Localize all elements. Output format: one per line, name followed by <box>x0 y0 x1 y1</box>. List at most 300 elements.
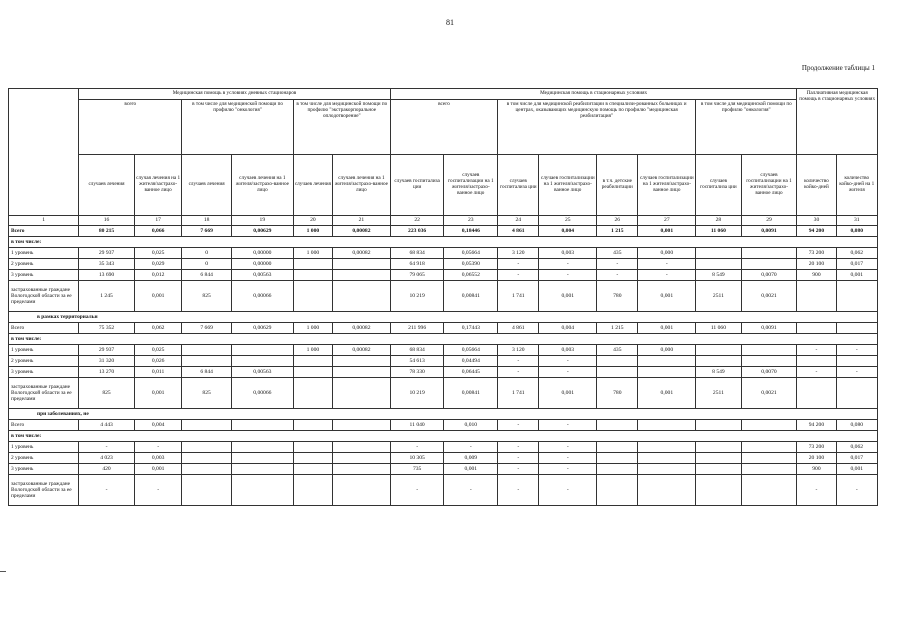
row-label: застрахованные граждане Вологодской области за ее пределами <box>9 281 79 312</box>
table-cell <box>333 453 391 464</box>
table-cell: 0,001 <box>444 464 498 475</box>
table-cell: 735 <box>390 464 444 475</box>
table-row <box>9 334 878 345</box>
column-number: 20 <box>293 216 332 226</box>
table-cell <box>638 464 696 475</box>
table-cell <box>597 367 638 378</box>
table-cell: 0,017 <box>836 259 877 270</box>
table-cell: 0,00563 <box>231 367 293 378</box>
table-cell: 0,062 <box>836 442 877 453</box>
table-cell: 68 834 <box>390 345 444 356</box>
table-cell <box>231 475 293 506</box>
table-cell: 0,001 <box>539 281 597 312</box>
table-cell <box>741 475 797 506</box>
table-cell: 825 <box>79 378 135 409</box>
table-row <box>9 323 878 334</box>
table-cell <box>741 259 797 270</box>
table-cell <box>836 281 877 312</box>
table-cell: 0,00082 <box>333 248 391 259</box>
table-row <box>9 409 878 420</box>
table-cell: - <box>498 442 539 453</box>
row-label: в рамках территориальн <box>9 312 878 323</box>
table-row <box>9 237 878 248</box>
table-cell <box>741 356 797 367</box>
table-cell <box>741 464 797 475</box>
table-cell <box>293 442 332 453</box>
row-label: Всего <box>9 226 79 237</box>
table-cell: 0,012 <box>134 270 181 281</box>
table-cell: 13 690 <box>79 270 135 281</box>
table-cell <box>293 281 332 312</box>
column-number: 27 <box>638 216 696 226</box>
table-cell <box>333 464 391 475</box>
leaf-header: случаев лечения на 1 жителя/застрахо-ванное лицо <box>333 155 391 216</box>
table-cell: - <box>539 356 597 367</box>
table-cell <box>597 453 638 464</box>
table-cell: - <box>498 453 539 464</box>
table-cell: - <box>79 475 135 506</box>
table-cell <box>231 356 293 367</box>
table-cell <box>182 453 232 464</box>
table-cell: 0,00629 <box>231 323 293 334</box>
row-label: в том числе: <box>9 237 878 248</box>
table-cell: 10 219 <box>390 281 444 312</box>
row-label: Всего <box>9 323 79 334</box>
table-cell: 7 669 <box>182 323 232 334</box>
table-cell: - <box>597 259 638 270</box>
table-cell <box>696 420 741 431</box>
column-number: 29 <box>741 216 797 226</box>
table-cell: 11 060 <box>696 323 741 334</box>
table-cell: 35 343 <box>79 259 135 270</box>
column-number: 16 <box>79 216 135 226</box>
table-cell: 54 613 <box>390 356 444 367</box>
table-cell: 900 <box>797 464 836 475</box>
table-cell <box>231 464 293 475</box>
table-cell <box>231 442 293 453</box>
table-cell: - <box>539 442 597 453</box>
leaf-header: количество койко-дней на 1 жителя <box>836 155 877 216</box>
table-cell: - <box>539 270 597 281</box>
column-number: 18 <box>182 216 232 226</box>
table-cell <box>182 475 232 506</box>
table-cell: 73 200 <box>797 442 836 453</box>
table-cell <box>638 475 696 506</box>
table-row <box>9 475 878 506</box>
row-label: застрахованные граждане Вологодской области за ее пределами <box>9 378 79 409</box>
table-cell: 8 549 <box>696 367 741 378</box>
column-number: 22 <box>390 216 444 226</box>
table-cell: 0,001 <box>638 323 696 334</box>
column-number: 25 <box>539 216 597 226</box>
table-cell: 0,05664 <box>444 345 498 356</box>
table-cell: 0,001 <box>836 270 877 281</box>
table-cell: 0,026 <box>134 356 181 367</box>
table-cell: 0,0091 <box>741 323 797 334</box>
table-cell: 0,00629 <box>231 226 293 237</box>
table-cell: - <box>539 367 597 378</box>
table-row <box>9 248 878 259</box>
data-table <box>8 88 878 506</box>
table-cell: 0,000 <box>638 248 696 259</box>
table-cell: 0,003 <box>539 345 597 356</box>
table-cell <box>333 475 391 506</box>
table-cell <box>638 453 696 464</box>
table-cell <box>696 442 741 453</box>
leaf-header: случаев лечения <box>182 155 232 216</box>
table-cell: 1 215 <box>597 323 638 334</box>
table-cell: 0,010 <box>444 420 498 431</box>
table-cell: - <box>836 475 877 506</box>
leaf-header: случаев госпитализации на 1 жителя/застрахо-ванное лицо <box>638 155 696 216</box>
table-cell <box>638 367 696 378</box>
table-cell <box>293 475 332 506</box>
column-number: 31 <box>836 216 877 226</box>
table-cell: 3 120 <box>498 345 539 356</box>
table-cell <box>696 356 741 367</box>
column-number: 19 <box>231 216 293 226</box>
leaf-header: случая лечения на 1 жителя/застрахо-ванное лицо <box>134 155 181 216</box>
table-row <box>9 453 878 464</box>
table-cell <box>597 464 638 475</box>
leaf-header: случаев госпитализа ции <box>390 155 444 216</box>
table-cell: - <box>638 259 696 270</box>
table-cell: - <box>498 356 539 367</box>
table-cell: 20 100 <box>797 259 836 270</box>
table-cell: 0,001 <box>638 226 696 237</box>
row-label: 2 уровень <box>9 259 79 270</box>
table-cell: 68 834 <box>390 248 444 259</box>
table-cell: 0,025 <box>134 345 181 356</box>
leaf-header: случаев госпитализа ции <box>498 155 539 216</box>
table-cell <box>741 248 797 259</box>
table-cell: 0,00066 <box>231 281 293 312</box>
inp-total-header: всего <box>390 100 497 155</box>
row-label: в том числе: <box>9 431 878 442</box>
table-cell <box>333 281 391 312</box>
leaf-header: случаев госпитализации на 1 жителя/застрахо-ванное лицо <box>539 155 597 216</box>
table-cell: 1 741 <box>498 378 539 409</box>
table-cell: 94 200 <box>797 226 836 237</box>
continuation-caption: Продолжение таблицы 1 <box>801 64 875 72</box>
table-cell: 0,000 <box>638 345 696 356</box>
table-cell: 64 918 <box>390 259 444 270</box>
table-cell <box>836 356 877 367</box>
table-cell <box>293 356 332 367</box>
table-cell: 0,004 <box>134 420 181 431</box>
table-row <box>9 270 878 281</box>
table-cell: 0,062 <box>836 248 877 259</box>
table-cell: 0,0021 <box>741 378 797 409</box>
table-cell <box>696 345 741 356</box>
table-cell <box>741 420 797 431</box>
table-cell <box>797 281 836 312</box>
table-cell: - <box>797 475 836 506</box>
day-ivf-header: в том числе для медицинской помощи по профилю "экстракорпоральное оплодотворение" <box>293 100 390 155</box>
table-cell <box>182 442 232 453</box>
table-cell: 0,001 <box>638 281 696 312</box>
table-cell: 0,0070 <box>741 270 797 281</box>
table-cell: 0,003 <box>134 453 181 464</box>
table-cell: 2511 <box>696 378 741 409</box>
table-cell: 0,025 <box>134 248 181 259</box>
leaf-header: случаев лечения <box>79 155 135 216</box>
table-cell: 0,009 <box>444 453 498 464</box>
table-cell: 0,17443 <box>444 323 498 334</box>
table-cell <box>696 248 741 259</box>
table-row <box>9 378 878 409</box>
row-label: в том числе: <box>9 334 878 345</box>
table-cell: 1 000 <box>293 248 332 259</box>
table-cell: 4 861 <box>498 323 539 334</box>
table-cell: - <box>498 270 539 281</box>
table-row <box>9 281 878 312</box>
table-cell: - <box>638 270 696 281</box>
table-cell <box>293 378 332 409</box>
table-cell: - <box>836 367 877 378</box>
table-body <box>9 226 878 506</box>
table-cell <box>293 453 332 464</box>
table-cell: 1 000 <box>293 345 332 356</box>
group-day-hospital: Медицинская помощь в условиях дневных стационаров <box>79 89 391 100</box>
table-cell: 0,080 <box>836 420 877 431</box>
row-label: 1 уровень <box>9 345 79 356</box>
table-cell: 4 023 <box>79 453 135 464</box>
table-cell: - <box>797 367 836 378</box>
table-cell: 0,00563 <box>231 270 293 281</box>
table-cell <box>741 345 797 356</box>
table-cell: 75 352 <box>79 323 135 334</box>
row-label: 3 уровень <box>9 464 79 475</box>
table-cell: 4 861 <box>498 226 539 237</box>
table-cell: 0,05664 <box>444 248 498 259</box>
table-cell <box>182 356 232 367</box>
table-cell: 0,00082 <box>333 323 391 334</box>
table-cell <box>836 378 877 409</box>
table-cell <box>333 420 391 431</box>
table-row <box>9 464 878 475</box>
table-cell <box>638 442 696 453</box>
table-cell: 1 741 <box>498 281 539 312</box>
table-cell: 0,00066 <box>231 378 293 409</box>
table-cell: 8 549 <box>696 270 741 281</box>
table-cell: 1 000 <box>293 226 332 237</box>
row-label: 3 уровень <box>9 367 79 378</box>
table-cell: 11 040 <box>390 420 444 431</box>
table-cell: 0,029 <box>134 259 181 270</box>
table-cell <box>597 442 638 453</box>
table-cell: - <box>444 475 498 506</box>
table-row <box>9 442 878 453</box>
table-cell: 435 <box>597 345 638 356</box>
table-cell: - <box>134 475 181 506</box>
page-number: 81 <box>446 18 454 27</box>
table-cell <box>333 378 391 409</box>
table-cell: 1 215 <box>597 226 638 237</box>
leaf-header: случаев лечения на 1 жителя/застрахо-ванное лицо <box>231 155 293 216</box>
leaf-header: случаев госпитализации на 1 жителя/застрахо-ванное лицо <box>741 155 797 216</box>
table-cell <box>696 464 741 475</box>
inp-oncology-header: в том числе для медицинской помощи по профилю "онкология" <box>696 100 797 155</box>
column-number: 21 <box>333 216 391 226</box>
column-number: 28 <box>696 216 741 226</box>
table-cell: 0,017 <box>836 453 877 464</box>
table-cell <box>182 420 232 431</box>
row-label: 1 уровень <box>9 442 79 453</box>
table-cell <box>293 270 332 281</box>
table-cell: - <box>836 345 877 356</box>
table-cell: 780 <box>597 281 638 312</box>
table-cell <box>597 356 638 367</box>
table-cell: 29 937 <box>79 248 135 259</box>
table-cell: 0,001 <box>134 464 181 475</box>
table-cell: 0,0021 <box>741 281 797 312</box>
table-cell <box>696 259 741 270</box>
table-cell: - <box>390 442 444 453</box>
group-palliative: Паллиативная медицинская помощь в стационарных условиях <box>797 89 878 155</box>
table-cell: 0,00841 <box>444 378 498 409</box>
table-row <box>9 312 878 323</box>
table-cell <box>741 442 797 453</box>
table-cell: 0,080 <box>836 226 877 237</box>
table-cell: 73 200 <box>797 248 836 259</box>
table-cell: 0,001 <box>638 378 696 409</box>
table-cell <box>293 464 332 475</box>
inp-rehab-header: в том числе для медицинской реабилитации в специализи-рованных больницах и центрах, оказывающих медицинскую помощь по профилю "медицинская реабилитация" <box>498 100 696 155</box>
table-cell: - <box>79 442 135 453</box>
table-cell: - <box>539 259 597 270</box>
column-number: 24 <box>498 216 539 226</box>
table-cell: 29 937 <box>79 345 135 356</box>
table-cell: - <box>498 464 539 475</box>
table-cell: 10 219 <box>390 378 444 409</box>
table-cell <box>836 323 877 334</box>
table-cell <box>638 420 696 431</box>
table-cell <box>231 420 293 431</box>
table-cell: 1 245 <box>79 281 135 312</box>
table-cell: 780 <box>597 378 638 409</box>
table-cell: 0 <box>182 259 232 270</box>
column-number: 1 <box>9 216 79 226</box>
table-cell <box>293 367 332 378</box>
table-cell: - <box>797 345 836 356</box>
table-cell: 0,004 <box>539 226 597 237</box>
table-cell: 825 <box>182 378 232 409</box>
table-row <box>9 345 878 356</box>
table-cell: 13 270 <box>79 367 135 378</box>
table-cell <box>293 259 332 270</box>
table-cell: 420 <box>79 464 135 475</box>
column-number: 23 <box>444 216 498 226</box>
table-cell: - <box>134 442 181 453</box>
column-number: 30 <box>797 216 836 226</box>
table-cell: - <box>539 420 597 431</box>
table-cell: - <box>498 367 539 378</box>
table-cell: 0,05390 <box>444 259 498 270</box>
table-cell: 0,06445 <box>444 367 498 378</box>
table-cell <box>797 356 836 367</box>
table-cell: 0,001 <box>134 281 181 312</box>
table-cell: 2511 <box>696 281 741 312</box>
leaf-header: в т.ч. детские реабилитации <box>597 155 638 216</box>
table-cell <box>333 367 391 378</box>
table-cell: - <box>498 259 539 270</box>
table-cell <box>231 345 293 356</box>
table-row <box>9 431 878 442</box>
table-cell: 0,003 <box>539 248 597 259</box>
table-cell: 0 <box>182 248 232 259</box>
table-cell <box>741 453 797 464</box>
table-cell: - <box>539 453 597 464</box>
table-cell: 0,00000 <box>231 259 293 270</box>
leaf-header: случаев госпитализации на 1 жителя/застрахо-ванное лицо <box>444 155 498 216</box>
table-cell: 20 100 <box>797 453 836 464</box>
table-cell: 0,00082 <box>333 226 391 237</box>
table-cell <box>638 356 696 367</box>
table-cell: 0,0091 <box>741 226 797 237</box>
table-row <box>9 356 878 367</box>
table-cell <box>182 464 232 475</box>
table-cell: 211 996 <box>390 323 444 334</box>
table-row <box>9 226 878 237</box>
table-cell <box>797 323 836 334</box>
table-cell <box>797 378 836 409</box>
table-cell <box>696 453 741 464</box>
table-cell: 900 <box>797 270 836 281</box>
table-cell <box>231 453 293 464</box>
leaf-header: случаев госпитализа ции <box>696 155 741 216</box>
table-cell <box>597 420 638 431</box>
row-label: 2 уровень <box>9 453 79 464</box>
row-label: 3 уровень <box>9 270 79 281</box>
row-label-header <box>9 89 79 216</box>
table-cell: 0,001 <box>134 378 181 409</box>
table-row <box>9 259 878 270</box>
table-cell: - <box>498 420 539 431</box>
table-cell: - <box>444 442 498 453</box>
table-cell: 31 320 <box>79 356 135 367</box>
row-label: 2 уровень <box>9 356 79 367</box>
table-row <box>9 420 878 431</box>
group-inpatient: Медицинская помощь в стационарных условиях <box>390 89 797 100</box>
table-cell: 10 305 <box>390 453 444 464</box>
table-cell: 4 443 <box>79 420 135 431</box>
table-cell: 0,004 <box>539 323 597 334</box>
table-cell: 0,04494 <box>444 356 498 367</box>
table-cell <box>182 345 232 356</box>
column-number: 17 <box>134 216 181 226</box>
table-cell: 0,00000 <box>231 248 293 259</box>
day-total-header: всего <box>79 100 182 155</box>
table-cell: - <box>539 475 597 506</box>
table-cell <box>333 270 391 281</box>
table-cell: 94 200 <box>797 420 836 431</box>
table-cell <box>333 356 391 367</box>
table-cell: - <box>597 270 638 281</box>
table-cell <box>597 475 638 506</box>
day-oncology-header: в том числе для медицинской помощи по профилю "онкология" <box>182 100 293 155</box>
table-cell: 80 215 <box>79 226 135 237</box>
table-cell: 79 065 <box>390 270 444 281</box>
row-label: 1 уровень <box>9 248 79 259</box>
table-cell: 825 <box>182 281 232 312</box>
table-cell: - <box>390 475 444 506</box>
table-cell <box>333 259 391 270</box>
table-cell: 0,001 <box>539 378 597 409</box>
leaf-header: случаев лечения <box>293 155 332 216</box>
table-row <box>9 367 878 378</box>
table-cell: 7 669 <box>182 226 232 237</box>
